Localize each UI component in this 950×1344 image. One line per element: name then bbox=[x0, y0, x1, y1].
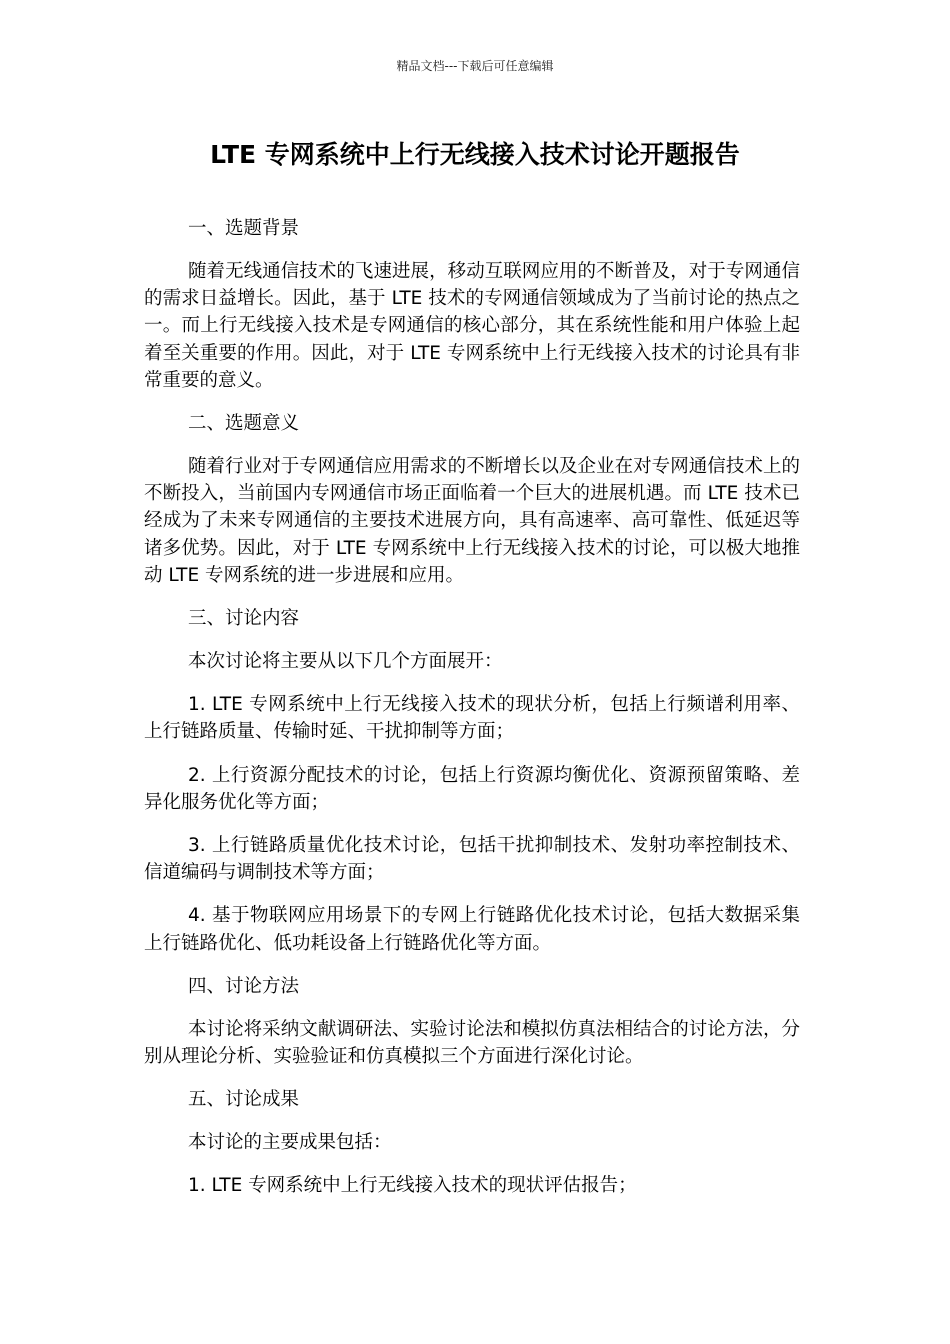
paragraph-significance: 随着行业对于专网通信应用需求的不断增长以及企业在对专网通信技术上的不断投入，当前国内专网通信市场正面临着一个巨大的进展机遇。而 LTE 技术已经成为了未来专网通信的主要技术进展方向，具有高速率、高可靠性、低延迟等诸多优势。因此，对于 LTE 专网系统中上行无线接入技术的讨论，可以极大地推动 LTE 专网系统的进一步进展和应用。 bbox=[144, 456, 800, 586]
paragraph-results-intro: 本讨论的主要成果包括： bbox=[188, 1132, 392, 1154]
document-body bbox=[144, 215, 800, 1216]
paragraph-results-item-1: 1. LTE 专网系统中上行无线接入技术的现状评估报告； bbox=[188, 1175, 637, 1197]
document-title: LTE 专网系统中上行无线接入技术讨论开题报告 bbox=[210, 140, 740, 169]
section-heading-content: 三、讨论内容 bbox=[188, 608, 300, 630]
paragraph-method: 本讨论将采纳文献调研法、实验讨论法和模拟仿真法相结合的讨论方法，分别从理论分析、实验验证和仿真模拟三个方面进行深化讨论。 bbox=[144, 1018, 800, 1068]
paragraph-content-intro: 本次讨论将主要从以下几个方面展开： bbox=[188, 651, 503, 673]
paragraph-content-item-1: 1. LTE 专网系统中上行无线接入技术的现状分析，包括上行频谱利用率、上行链路质量、传输时延、干扰抑制等方面； bbox=[144, 694, 800, 743]
section-heading-method: 四、讨论方法 bbox=[188, 975, 300, 997]
paragraph-content-item-4: 4. 基于物联网应用场景下的专网上行链路优化技术讨论，包括大数据采集上行链路优化、低功耗设备上行链路优化等方面。 bbox=[144, 905, 800, 954]
section-heading-results: 五、讨论成果 bbox=[188, 1089, 300, 1111]
paragraph-content-item-2: 2. 上行资源分配技术的讨论，包括上行资源均衡优化、资源预留策略、差异化服务优化等方面； bbox=[144, 764, 800, 813]
page-header-note: 精品文档---下载后可任意编辑 bbox=[396, 59, 554, 73]
paragraph-background: 随着无线通信技术的飞速进展，移动互联网应用的不断普及，对于专网通信的需求日益增长。因此，基于 LTE 技术的专网通信领域成为了当前讨论的热点之一。而上行无线接入技术是专网通信的核心部分，其在系统性能和用户体验上起着至关重要的作用。因此，对于 LTE 专网系统中上行无线接入技术的讨论具有非常重要的意义。 bbox=[144, 261, 800, 391]
paragraph-content-item-3: 3. 上行链路质量优化技术讨论，包括干扰抑制技术、发射功率控制技术、信道编码与调制技术等方面； bbox=[144, 835, 800, 884]
section-heading-significance: 二、选题意义 bbox=[188, 413, 300, 435]
section-heading-background: 一、选题背景 bbox=[188, 218, 300, 239]
